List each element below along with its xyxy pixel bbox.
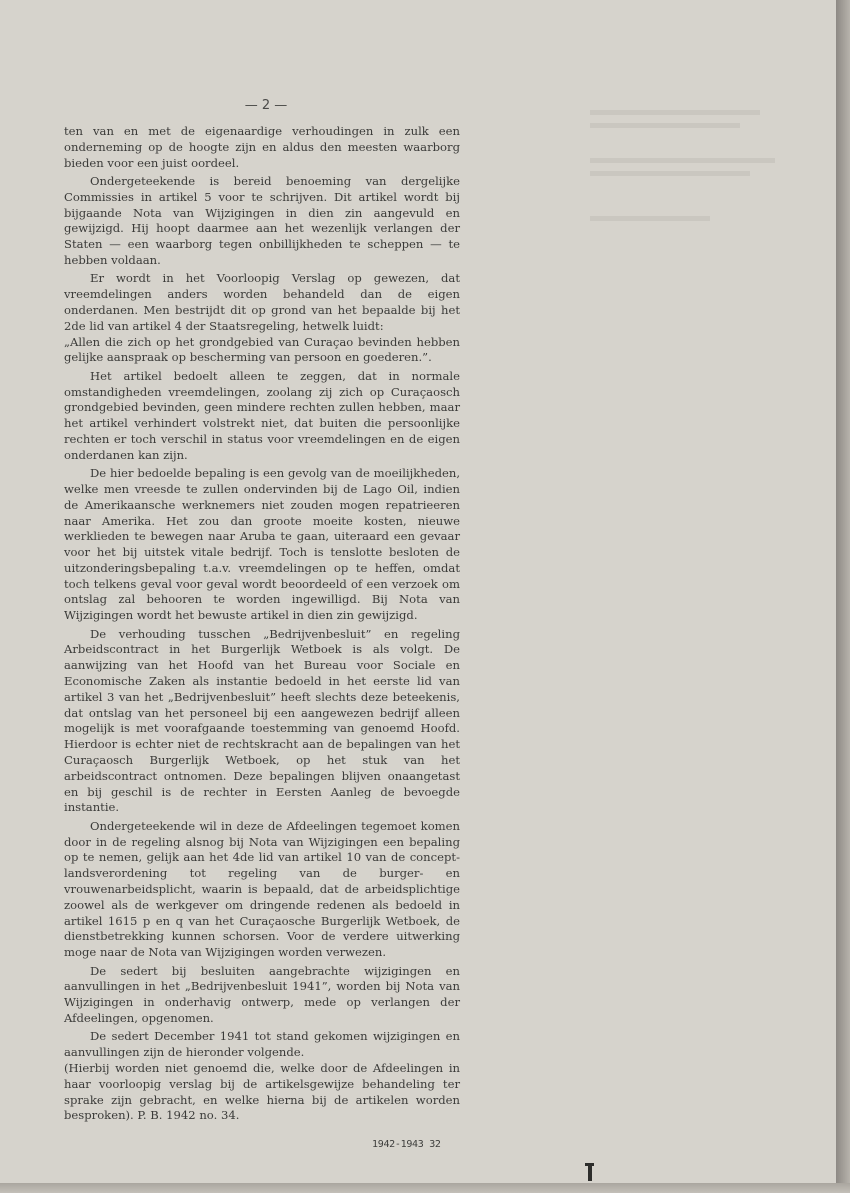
page-number: — 2 — bbox=[244, 98, 288, 113]
parenthetical-note: (Hierbij worden niet genoemd die, welke door de Afdeelingen in haar voorloopig verslag bij de artikelsgewijze behandeling ter sprake zijn gebracht, en welke hierna bij de artikelen worden besproken). P. B. 1942 no. 34. bbox=[64, 1060, 460, 1123]
paragraph: De hier bedoelde bepaling is een gevolg van de moeilijkheden, welke men vreesde te zullen ondervinden bij de Lago Oil, indien de Amerikaansche werknemers niet zouden mogen repatrieeren naar Amerika. Het zou dan groote moeite kosten, nieuwe werklieden te bewegen naar Aruba te gaan, uiteraard een gevaar voor het bij uitstek vitale bedrijf. Toch is tenslotte besloten de uitzonderingsbepaling t.a.v. vreemdelingen op te heffen, omdat toch telkens geval voor geval wordt beoordeeld of een verzoek om ontslag zal behooren te worden ingewilligd. Bij Nota van Wijzigingen wordt het bewuste artikel in dien zin gewijzigd. bbox=[64, 466, 460, 623]
paragraph: De verhouding tusschen „Bedrijvenbesluit” en regeling Arbeidscontract in het Burgerlijk Wetboek is als volgt. De aanwijzing van het Hoofd van het Bureau voor Sociale en Economische Zaken als instantie bedoeld in het eerste lid van artikel 3 van het „Bedrijvenbesluit” heeft slechts deze beteekenis, dat ontslag van het personeel bij een aangewezen bedrijf alleen mogelijk is met voorafgaande toestemming van genoemd Hoofd. Hierdoor is echter niet de rechtskracht aan de bepalingen van het Curaçaosch Burgerlijk Wetboek, op het stuk van het arbeidscontract ontnomen. Deze bepalingen blijven onaangetast en bij geschil is de rechter in Eersten Aanleg de bevoegde instantie. bbox=[64, 626, 460, 815]
quotation: „Allen die zich op het grondgebied van Curaçao bevinden hebben gelijke aanspraak op bescherming van persoon en goederen.”. bbox=[64, 334, 460, 365]
paragraph: Er wordt in het Voorloopig Verslag op gewezen, dat vreemdelingen anders worden behandeld dan de eigen onderdanen. Men bestrijdt dit op grond van het bepaalde bij het 2de lid van artikel 4 der Staatsregeling, hetwelk luidt: bbox=[64, 271, 460, 333]
paragraph: Ondergeteekende wil in deze de Afdeelingen tegemoet komen door in de regeling alsnog bij Nota van Wijzigingen een bepaling op te nemen, gelijk aan het 4de lid van artikel 10 van de concept-landsverordening tot regeling van de burger- en vrouwenarbeidsplicht, waarin is bepaald, dat de arbeidsplichtige zoowel als de werkgever om dringende redenen als bedoeld in artikel 1615 p en q van het Curaçaosche Burgerlijk Wetboek, de dienstbetrekking kunnen schorsen. Voor de verdere uitwerking moge naar de Nota van Wijzigingen worden verwezen. bbox=[64, 818, 460, 960]
archive-stamp: 1942-1943 32 bbox=[372, 1139, 441, 1150]
body-text bbox=[64, 124, 460, 1127]
paragraph: De sedert bij besluiten aangebrachte wijzigingen en aanvullingen in het „Bedrijvenbesluit 1941”, worden bij Nota van Wijzigingen in onderhavig ontwerp, mede op verlangen der Afdeelingen, opgenomen. bbox=[64, 963, 460, 1025]
bleed-through-text bbox=[590, 110, 780, 229]
page-edge-shadow bbox=[836, 0, 850, 1193]
binding-mark bbox=[588, 1163, 592, 1181]
paragraph: De sedert December 1941 tot stand gekomen wijzigingen en aanvullingen zijn de hieronder volgende. bbox=[64, 1029, 460, 1060]
paragraph: Het artikel bedoelt alleen te zeggen, dat in normale omstandigheden vreemdelingen, zoolang zij zich op Curaçaosch grondgebied bevinden, geen mindere rechten zullen hebben, maar het artikel verhindert volstrekt niet, dat buiten die persoonlijke rechten er toch verschil in status voor vreemdelingen en de eigen onderdanen kan zijn. bbox=[64, 368, 460, 462]
paragraph: Ondergeteekende is bereid benoeming van dergelijke Commissies in artikel 5 voor te schrijven. Dit artikel wordt bij bijgaande Nota van Wijzigingen in dien zin aangevuld en gewijzigd. Hij hoopt daarmee aan het wezenlijk verlangen der Staten — een waarborg tegen onbillijkheden te scheppen — te hebben voldaan. bbox=[64, 173, 460, 267]
paragraph-continuation: ten van en met de eigenaardige verhoudingen in zulk een onderneming op de hoogte zijn en aldus den meesten waarborg bieden voor een juist oordeel. bbox=[64, 124, 460, 170]
page-bottom-edge bbox=[0, 1183, 850, 1193]
